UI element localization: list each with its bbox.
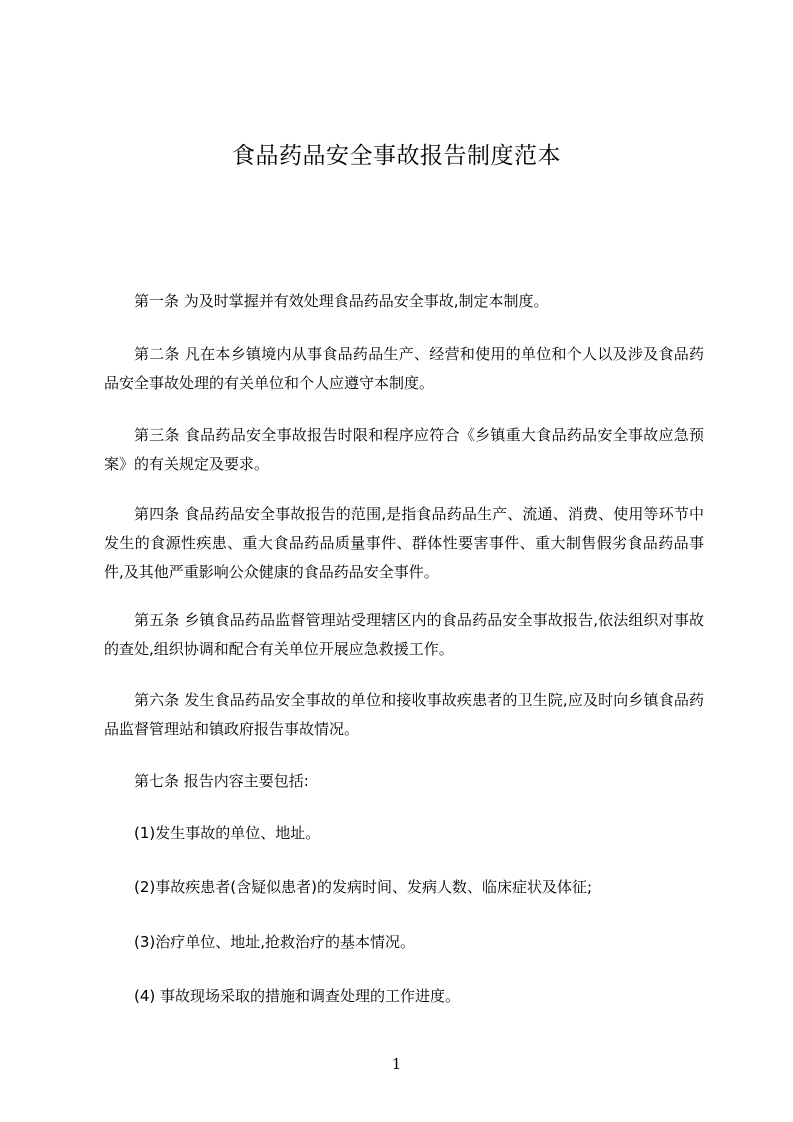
list-item-2: (2)事故疾患者(含疑似患者)的发病时间、发病人数、临床症状及体征; bbox=[134, 878, 593, 896]
paragraph-article-5: 第五条 乡镇食品药品监督管理站受理辖区内的食品药品安全事故报告,依法组织对事故的查处,组织协调和配合有关单位开展应急救援工作。 bbox=[104, 611, 704, 658]
paragraph-article-2: 第二条 凡在本乡镇境内从事食品药品生产、经营和使用的单位和个人以及涉及食品药品安全事故处理的有关单位和个人应遵守本制度。 bbox=[104, 345, 704, 392]
list-item-3: (3)治疗单位、地址,抢救治疗的基本情况。 bbox=[134, 933, 416, 951]
page-number: 1 bbox=[391, 1055, 402, 1073]
paragraph-article-1: 第一条 为及时掌握并有效处理食品药品安全事故,制定本制度。 bbox=[134, 292, 549, 310]
list-item-1: (1)发生事故的单位、地址。 bbox=[134, 824, 321, 842]
paragraph-article-6: 第六条 发生食品药品安全事故的单位和接收事故疾患者的卫生院,应及时向乡镇食品药品监督管理站和镇政府报告事故情况。 bbox=[104, 691, 704, 738]
paragraph-article-4: 第四条 食品药品安全事故报告的范围,是指食品药品生产、流通、消费、使用等环节中发生的食源性疾患、重大食品药品质量事件、群体性要害事件、重大制售假劣食品药品事件,及其他严重影响公众健康的食品药品安全事件。 bbox=[104, 505, 704, 581]
paragraph-article-3: 第三条 食品药品安全事故报告时限和程序应符合《乡镇重大食品药品安全事故应急预案》的有关规定及要求。 bbox=[104, 426, 704, 473]
list-item-4: (4) 事故现场采取的措施和调查处理的工作进度。 bbox=[134, 987, 461, 1005]
document-title: 食品药品安全事故报告制度范本 bbox=[232, 143, 561, 169]
paragraph-article-7: 第七条 报告内容主要包括: bbox=[134, 772, 309, 790]
